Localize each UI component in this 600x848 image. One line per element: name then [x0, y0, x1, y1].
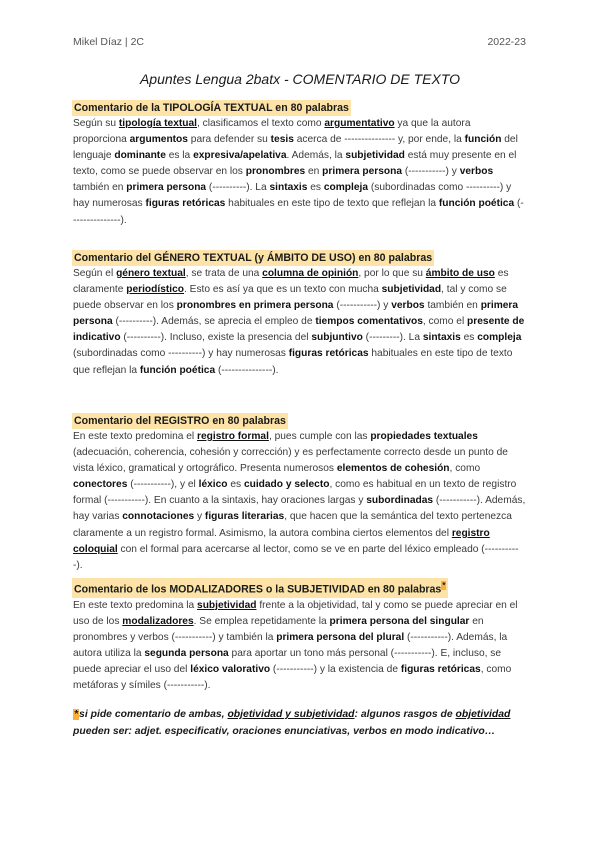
underlined-term: registro formal — [197, 431, 269, 442]
footnote — [73, 706, 533, 740]
bold-term: dominante — [114, 150, 166, 162]
bold-term: léxico — [198, 479, 228, 491]
bold-term: presente de indicativo — [73, 316, 525, 344]
section-paragraph: En este texto predomina la subjetividad frente a la objetividad, tal y como se puede apreciar en el uso de los modalizadores. Se emplea repetidamente la primera persona del singular en pronombres y verbos (-----------) y también la primera persona del plural (-----------). Además, la autora utiliza la segunda persona para aportar un tono más personal (-----------). E, incluso, se puede apreciar el uso del léxico valorativo (-----------) y la existencia de figuras retóricas, como metáforas y símiles (-----------). — [73, 599, 518, 691]
underlined-term: objetividad — [455, 709, 511, 720]
bold-term: léxico valorativo — [190, 663, 271, 675]
bold-term: compleja — [477, 332, 522, 344]
underlined-term: ámbito de uso — [425, 268, 495, 279]
bold-term: sintaxis — [422, 332, 461, 344]
bold-term: subjetividad — [345, 150, 405, 162]
bold-term: primera persona — [73, 300, 519, 328]
bold-term: elementos de cohesión — [336, 463, 450, 475]
footnote-text: si pide comentario de ambas, objetividad y subjetividad: algunos rasgos de objetividad pueden ser: adjet. especificativ, oraciones enunciativas, verbos en modo indicativo… — [73, 709, 511, 737]
document-title: Apuntes Lengua 2batx - COMENTARIO DE TEXTO — [139, 71, 461, 87]
underlined-term: tipología textual — [118, 118, 197, 129]
bold-term: connotaciones — [122, 511, 195, 523]
bold-term: figuras retóricas — [288, 348, 369, 360]
bold-term: primera persona — [322, 166, 403, 178]
bold-term: subjuntivo — [311, 332, 363, 344]
bold-term: segunda persona — [144, 647, 229, 659]
bold-term: pronombres — [245, 166, 306, 178]
bold-term: subordinadas — [366, 495, 434, 507]
underlined-term: periodístico — [126, 284, 184, 296]
bold-term: tesis — [270, 134, 294, 146]
section-heading — [72, 578, 448, 598]
section-heading: Comentario de la TIPOLOGÍA TEXTUAL en 80 palabras — [74, 102, 349, 114]
section-paragraph: Según su tipología textual, clasificamos el texto como argumentativo ya que la autora proporciona argumentos para defender su tesis acerca de --------------- y, por ende, la función del lenguaje dominante es la expresiva/apelativa. Además, la subjetividad está muy presente en el texto, como se puede observar en los pronombres en primera persona (-----------) y verbos también en primera persona (----------). La sintaxis es compleja (subordinadas como ----------) y hay numerosas figuras retóricas habituales en este tipo de texto que reflejan la función poética (---------------). — [73, 118, 524, 226]
section-heading-text: Comentario de los MODALIZADORES o la SUBJETIVIDAD en 80 palabras — [74, 583, 442, 596]
bold-term: subjetividad — [381, 284, 442, 296]
section-genero — [73, 248, 527, 379]
underlined-term: columna de opinión — [262, 268, 359, 279]
underlined-term: subjetividad — [197, 599, 257, 611]
bold-term: figuras literarias — [204, 511, 285, 523]
header-year: 2022-23 — [487, 36, 526, 48]
bold-term: sintaxis — [269, 182, 308, 194]
bold-term: cuidado y selecto — [243, 479, 330, 491]
underlined-term: objetividad y subjetividad — [227, 709, 355, 720]
footnote-marker: * — [442, 581, 446, 590]
bold-term: expresiva/apelativa — [193, 150, 287, 162]
bold-term: primera persona — [126, 182, 207, 194]
underlined-term: argumentativo — [324, 118, 395, 129]
underlined-term: modalizadores — [122, 615, 194, 627]
underlined-term: registro coloquial — [73, 527, 490, 555]
header-author: Mikel Díaz | 2C — [73, 36, 144, 48]
bold-term: pronombres en primera persona — [176, 300, 334, 312]
bold-term: verbos — [459, 166, 494, 178]
bold-term: argumentos — [129, 134, 188, 146]
section-paragraph: En este texto predomina el registro formal, pues cumple con las propiedades textuales (adecuación, coherencia, cohesión y corrección) y es perfectamente correcto desde un punto de vista léxico, gramatical y ortográfico. Presenta numerosos elementos de cohesión, como conectores (-----------), y el léxico es cuidado y selecto, como es habitual en un texto de registro formal (-----------). En cuanto a la sintaxis, hay oraciones largas y subordinadas (-----------). Además, hay varias connotaciones y figuras literarias, que hacen que la semántica del texto pertenezca claramente a un registro formal. Asimismo, la autora combina ciertos elementos del registro coloquial con el formal para acercarse al lector, como se ve en parte del léxico empleado (-----------). — [73, 431, 526, 571]
bold-term: función poética — [438, 198, 515, 210]
bold-term: primera persona del singular — [329, 615, 470, 627]
section-heading: Comentario del GÉNERO TEXTUAL (y ÁMBITO DE USO) en 80 palabras — [74, 252, 433, 264]
footnote-marker: * — [74, 709, 79, 720]
section-registro — [73, 411, 527, 574]
bold-term: verbos — [391, 300, 425, 312]
bold-term: conectores — [73, 479, 128, 491]
bold-term: función — [464, 134, 502, 146]
section-modalizadores — [73, 578, 527, 694]
bold-term: primera persona del plural — [276, 631, 405, 643]
bold-term: tiempos comentativos — [315, 316, 423, 328]
underlined-term: género textual — [116, 268, 186, 279]
section-heading: Comentario del REGISTRO en 80 palabras — [74, 415, 286, 427]
section-paragraph: Según el género textual, se trata de una columna de opinión, por lo que su ámbito de uso es claramente periodístico. Esto es así ya que es un texto con mucha subjetividad, tal y como se puede observar en los pronombres en primera persona (-----------) y verbos también en primera persona (----------). Además, se aprecia el empleo de tiempos comentativos, como el presente de indicativo (----------). Incluso, existe la presencia del subjuntivo (---------). La sintaxis es compleja (subordinadas como ----------) y hay numerosas figuras retóricas habituales en este tipo de texto que reflejan la función poética (---------------). — [73, 268, 525, 376]
bold-term: figuras retóricas — [145, 198, 226, 210]
bold-term: propiedades textuales — [370, 431, 478, 442]
bold-term: compleja — [323, 182, 369, 194]
bold-term: función poética — [139, 364, 216, 376]
section-tipologia — [73, 98, 527, 229]
bold-term: figuras retóricas — [400, 663, 481, 675]
